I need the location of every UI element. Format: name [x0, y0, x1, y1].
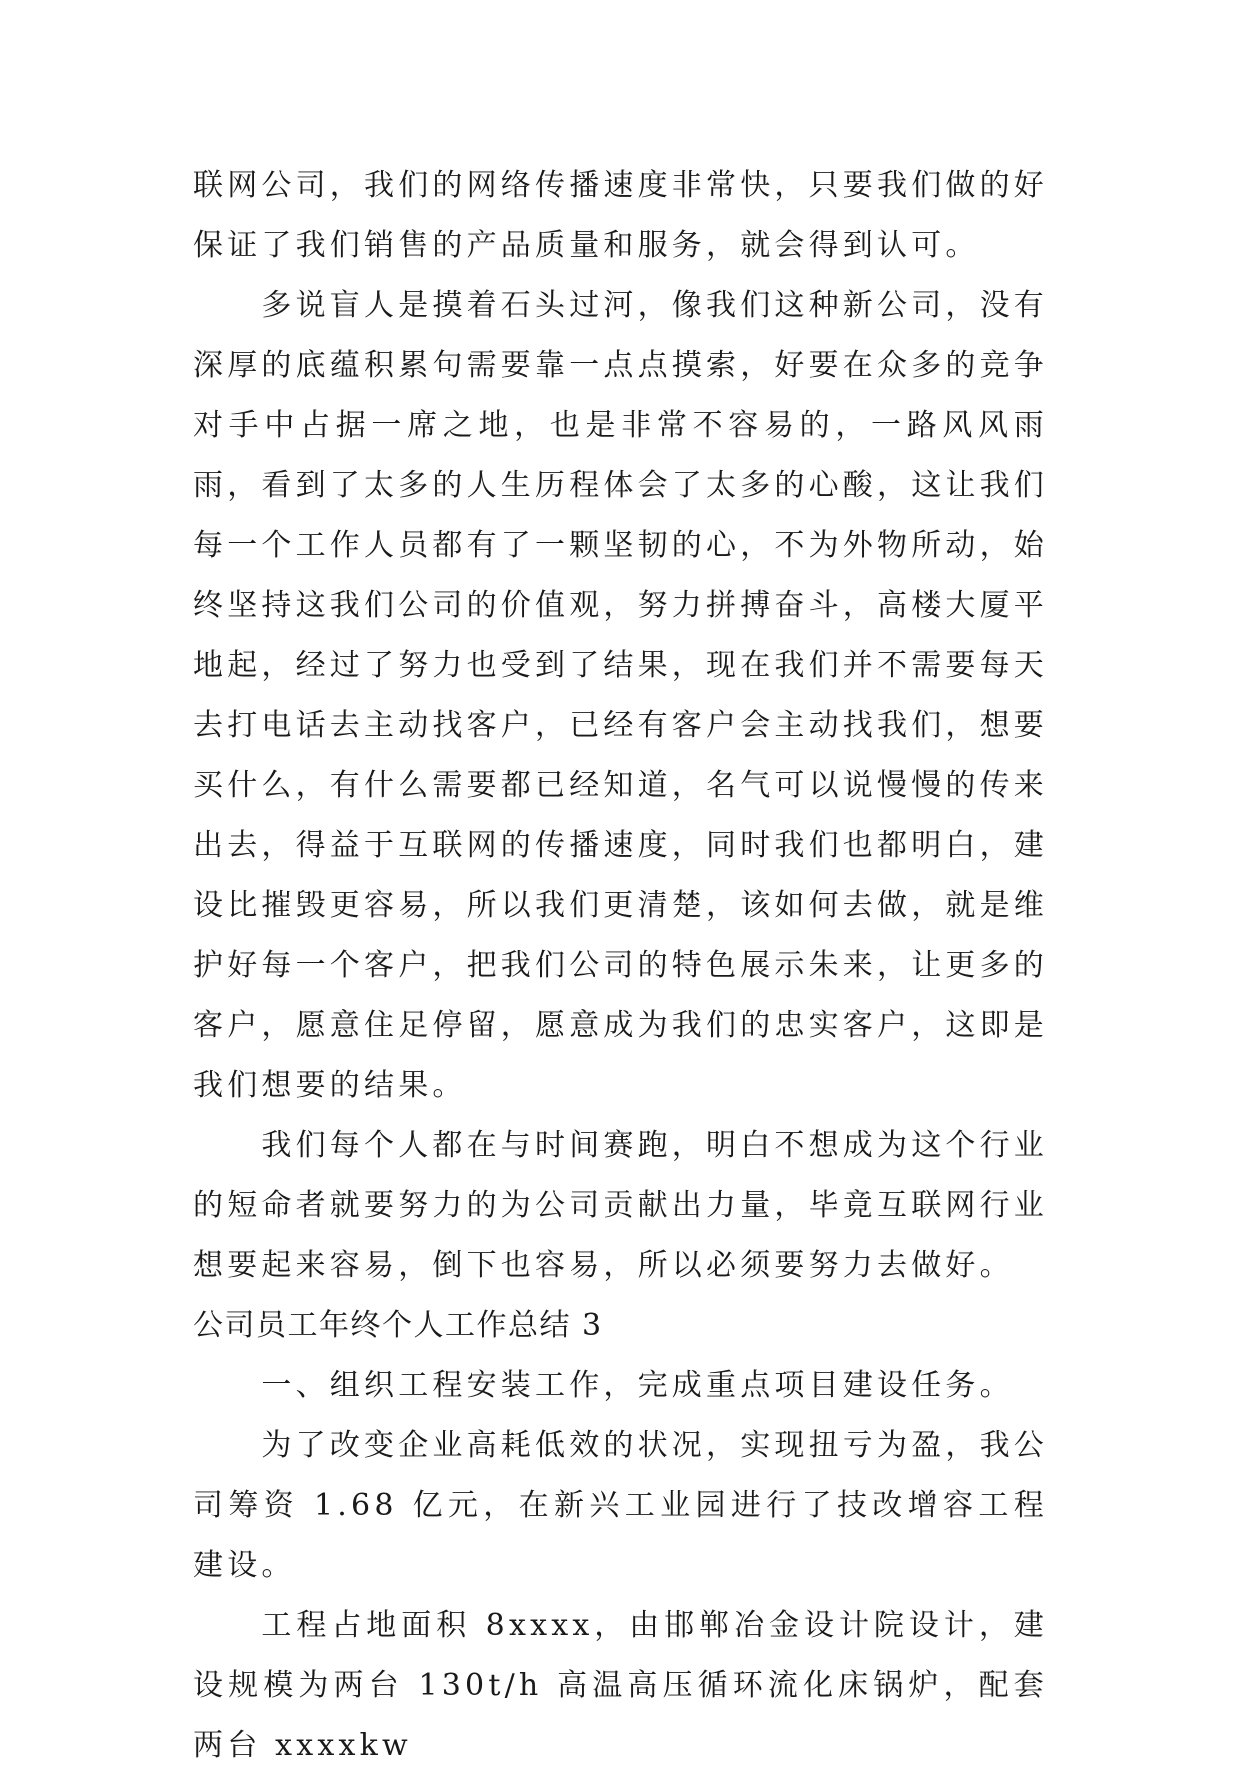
document-body — [193, 156, 1048, 1776]
paragraph-4: 一、组织工程安装工作，完成重点项目建设任务。 — [261, 1368, 1014, 1403]
paragraph-2: 多说盲人是摸着石头过河，像我们这种新公司，没有深厚的底蕴积累句需要靠一点点摸索，好要在众多的竞争对手中占据一席之地，也是非常不容易的，一路风风雨雨，看到了太多的人生历程体会了太多的心酸，这让我们每一个工作人员都有了一颗坚韧的心，不为外物所动，始终坚持这我们公司的价值观，努力拼搏奋斗，高楼大厦平地起，经过了努力也受到了结果，现在我们并不需要每天去打电话去主动找客户，已经有客户会主动找我们，想要买什么，有什么需要都已经知道，名气可以说慢慢的传来出去，得益于互联网的传播速度，同时我们也都明白，建设比摧毁更容易，所以我们更清楚，该如何去做，就是维护好每一个客户，把我们公司的特色展示朱来，让更多的客户，愿意住足停留，愿意成为我们的忠实客户，这即是我们想要的结果。 — [193, 288, 1048, 1103]
paragraph-6: 工程占地面积 8xxxx，由邯郸冶金设计院设计，建设规模为两台 130t/h 高温高压循环流化床锅炉，配套两台 xxxxkw — [193, 1608, 1048, 1763]
section-heading: 公司员工年终个人工作总结 3 — [193, 1308, 603, 1343]
paragraph-3: 我们每个人都在与时间赛跑，明白不想成为这个行业的短命者就要努力的为公司贡献出力量，毕竟互联网行业想要起来容易，倒下也容易，所以必须要努力去做好。 — [193, 1128, 1048, 1283]
paragraph-1: 联网公司，我们的网络传播速度非常快，只要我们做的好保证了我们销售的产品质量和服务，就会得到认可。 — [193, 168, 1048, 263]
paragraph-5: 为了改变企业高耗低效的状况，实现扭亏为盈，我公司筹资 1.68 亿元，在新兴工业园进行了技改增容工程建设。 — [193, 1428, 1048, 1583]
